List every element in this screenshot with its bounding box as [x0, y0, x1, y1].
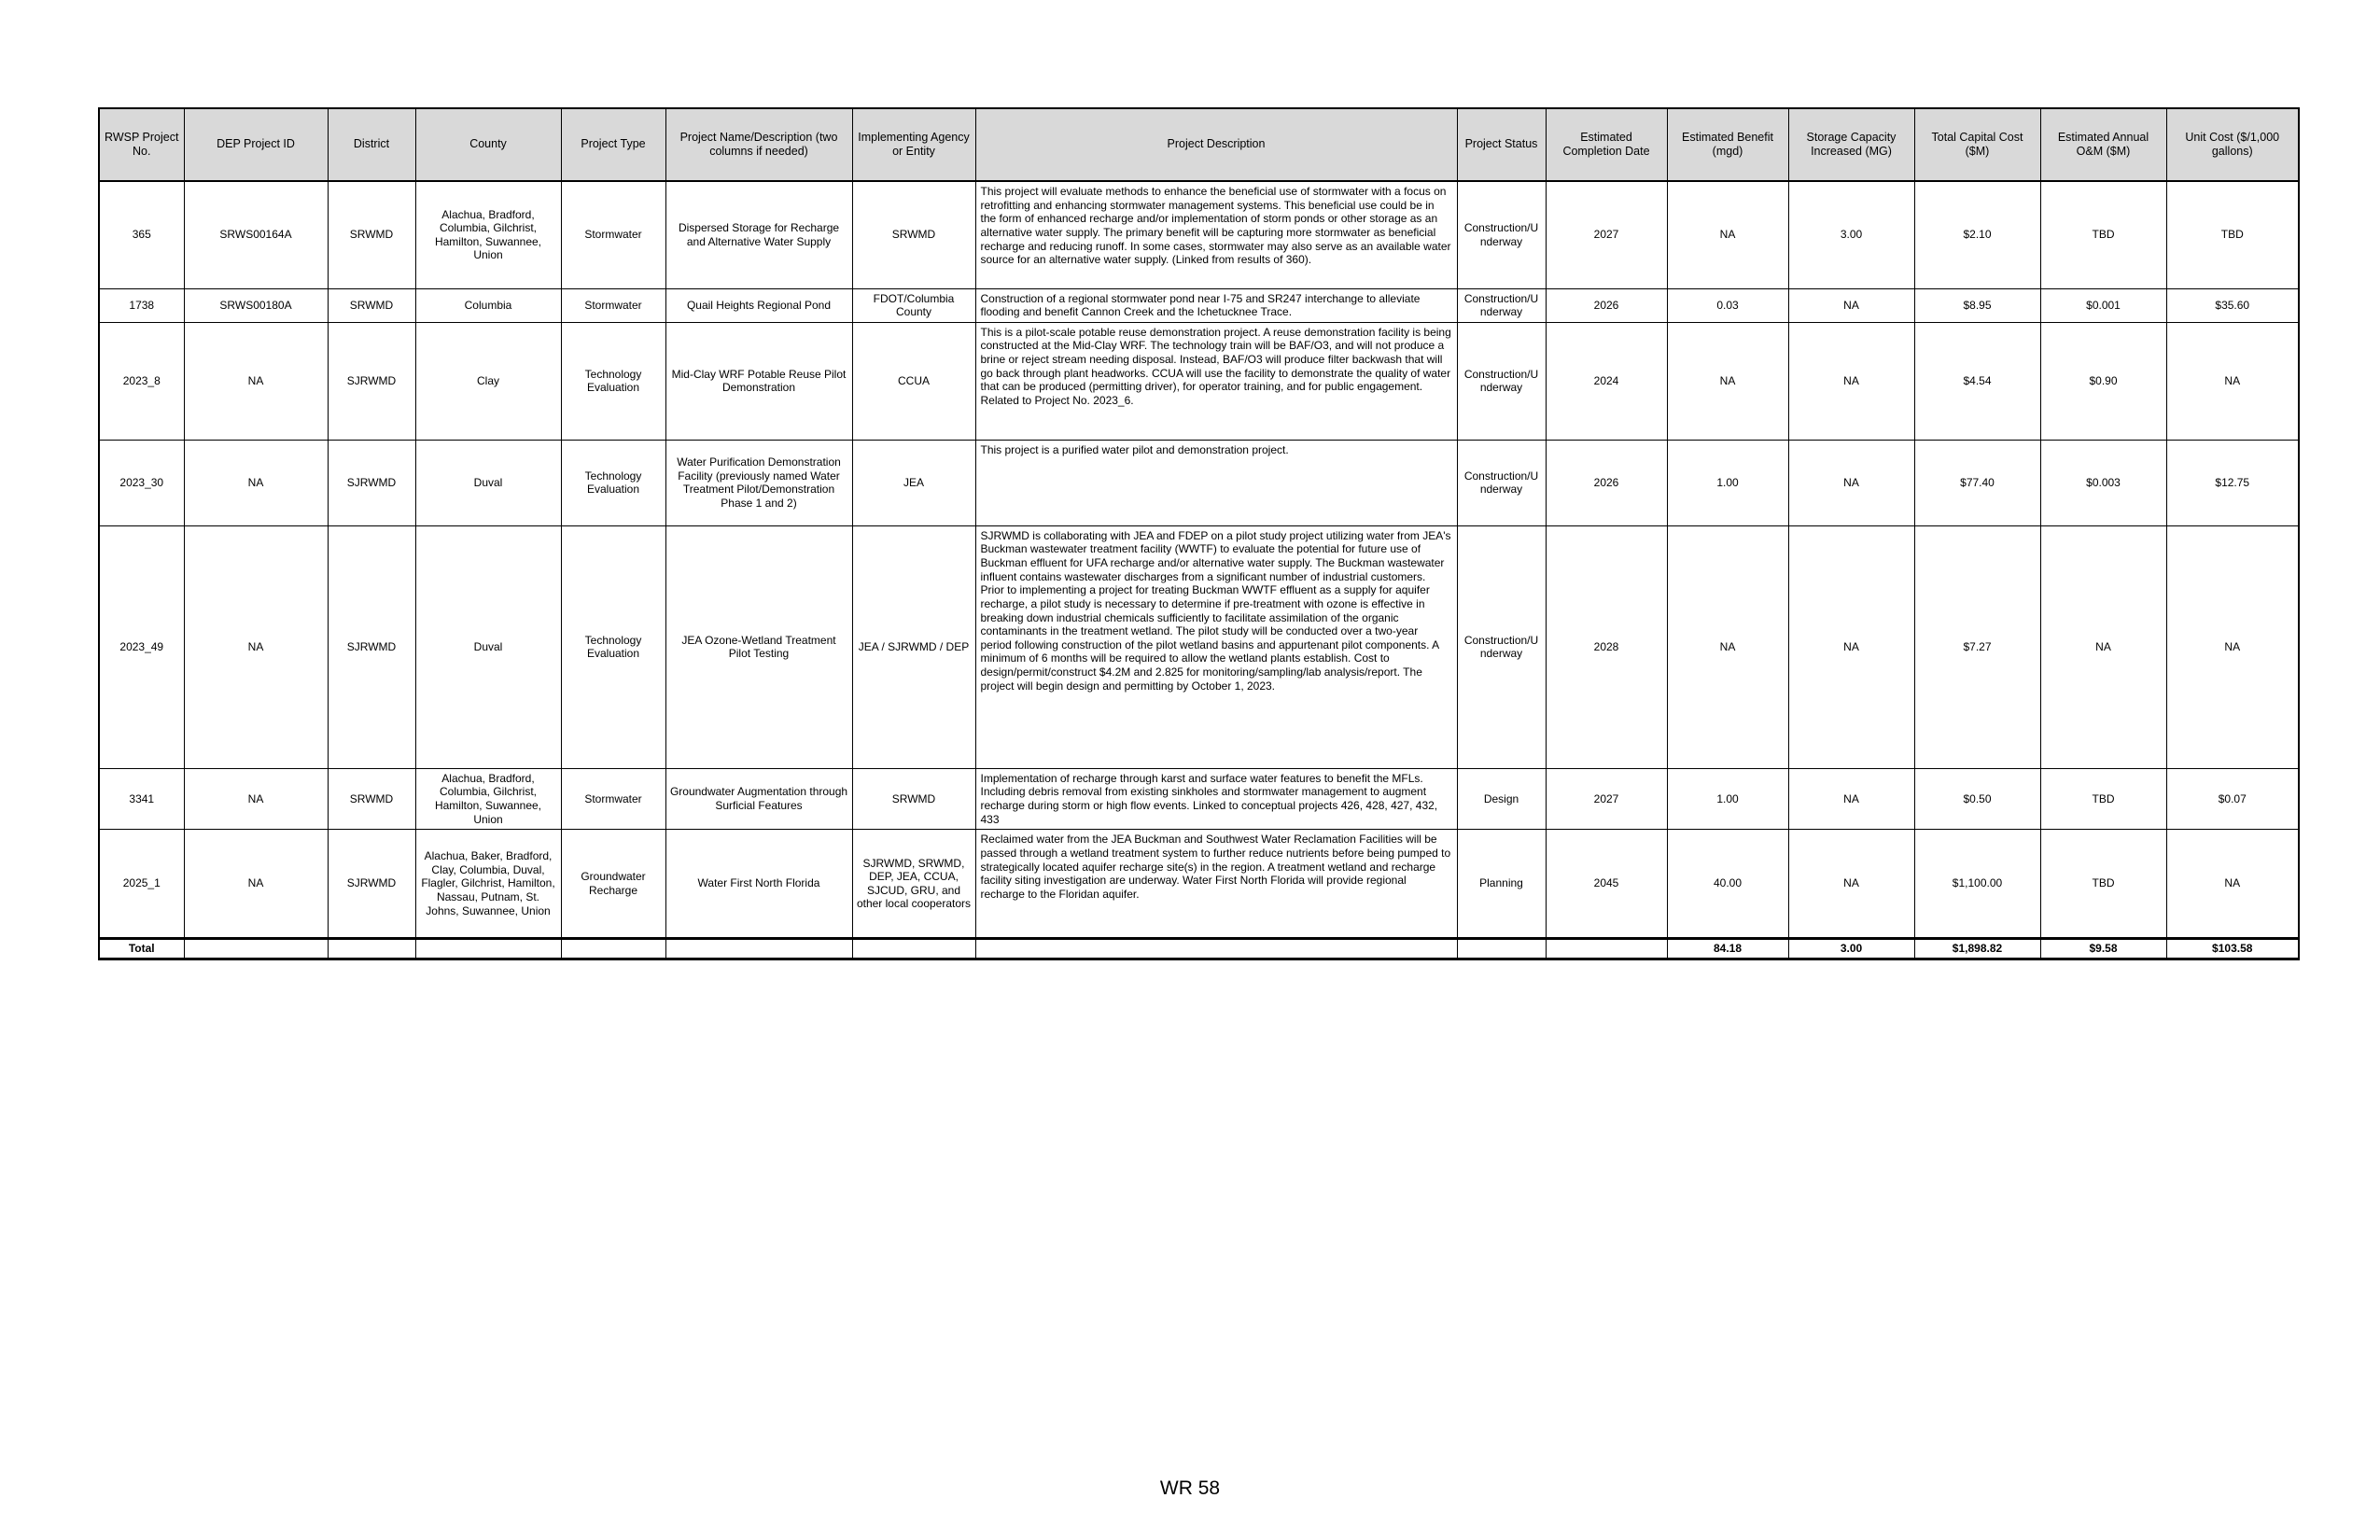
table-cell: Alachua, Bradford, Columbia, Gilchrist, Hamilton, Suwannee, Union — [415, 181, 561, 288]
table-cell: Stormwater — [561, 288, 665, 322]
table-cell: Duval — [415, 525, 561, 768]
total-cell — [665, 939, 852, 959]
table-cell: 2025_1 — [99, 830, 184, 939]
total-cell — [184, 939, 328, 959]
total-cell — [975, 939, 1457, 959]
table-cell: 2028 — [1546, 525, 1667, 768]
table-cell: FDOT/Columbia County — [852, 288, 975, 322]
table-cell: SJRWMD — [328, 830, 415, 939]
table-cell: 1.00 — [1667, 440, 1788, 525]
table-cell: NA — [1788, 830, 1914, 939]
table-cell: TBD — [2040, 830, 2166, 939]
table-cell: Planning — [1457, 830, 1546, 939]
table-cell: $1,100.00 — [1914, 830, 2040, 939]
table-cell: SRWMD — [328, 768, 415, 830]
table-cell: $12.75 — [2166, 440, 2299, 525]
table-cell: Design — [1457, 768, 1546, 830]
table-cell: Construction/Underway — [1457, 322, 1546, 440]
header-cell: Estimated Completion Date — [1546, 108, 1667, 181]
table-cell: 0.03 — [1667, 288, 1788, 322]
table-cell: NA — [1788, 440, 1914, 525]
header-cell: Total Capital Cost ($M) — [1914, 108, 2040, 181]
header-cell: District — [328, 108, 415, 181]
total-cell: 3.00 — [1788, 939, 1914, 959]
table-cell: Groundwater Augmentation through Surficial Features — [665, 768, 852, 830]
table-cell: 3341 — [99, 768, 184, 830]
table-cell: Implementation of recharge through karst and surface water features to benefit the MFLs. Including debris removal from existing sinkholes and stormwater management to augment recharge during storm or high flow events. Linked to conceptual projects 426, 428, 427, 432, 433 — [975, 768, 1457, 830]
table-row — [99, 322, 2299, 440]
table-row — [99, 440, 2299, 525]
table-cell: $0.003 — [2040, 440, 2166, 525]
table-cell: Technology Evaluation — [561, 322, 665, 440]
header-row — [99, 108, 2299, 181]
total-cell: $1,898.82 — [1914, 939, 2040, 959]
table-cell: JEA Ozone-Wetland Treatment Pilot Testing — [665, 525, 852, 768]
table-cell: 2027 — [1546, 181, 1667, 288]
table-cell: NA — [1788, 288, 1914, 322]
table-row — [99, 288, 2299, 322]
total-cell — [561, 939, 665, 959]
table-row — [99, 525, 2299, 768]
table-cell: 2023_30 — [99, 440, 184, 525]
table-cell: NA — [184, 768, 328, 830]
table-cell: 2023_8 — [99, 322, 184, 440]
table-cell: NA — [1788, 768, 1914, 830]
table-body — [99, 181, 2299, 959]
table-cell: SJRWMD — [328, 440, 415, 525]
table-row — [99, 181, 2299, 288]
table-cell: Construction/Underway — [1457, 181, 1546, 288]
table-cell: 1.00 — [1667, 768, 1788, 830]
table-cell: NA — [184, 322, 328, 440]
table-cell: Duval — [415, 440, 561, 525]
table-cell: NA — [1788, 525, 1914, 768]
total-cell — [852, 939, 975, 959]
table-cell: Dispersed Storage for Recharge and Alternative Water Supply — [665, 181, 852, 288]
table-cell: NA — [184, 525, 328, 768]
table-cell: $35.60 — [2166, 288, 2299, 322]
table-cell: SRWMD — [328, 181, 415, 288]
table-cell: SJRWMD is collaborating with JEA and FDEP on a pilot study project utilizing water from JEA's Buckman wastewater treatment facility (WWTF) to evaluate the potential for future use of Buckman effluent for UFA recharge and/or alternative water supply. The Buckman wastewater influent contains wastewater discharges from a significant number of industrial customers. Prior to implementing a project for treating Buckman WWTF effluent as a supply for aquifer recharge, a pilot study is necessary to determine if pre-treatment with ozone is effective in breaking down industrial chemicals sufficiently to facilitate assimilation of the organic contaminants in the treatment wetland. The pilot study will be conducted over a two-year period following construction of the pilot wetland basins and appurtenant pilot components. A minimum of 6 months will be required to allow the wetland plants establish. Cost to design/permit/construct $4.2M and 2.825 for monitoring/sampling/lab analysis/report. The project will begin design and permitting by October 1, 2023. — [975, 525, 1457, 768]
total-cell — [328, 939, 415, 959]
table-cell: $0.90 — [2040, 322, 2166, 440]
table-cell: SRWMD — [852, 181, 975, 288]
table-cell: NA — [1667, 525, 1788, 768]
table-cell: NA — [1788, 322, 1914, 440]
table-cell: Clay — [415, 322, 561, 440]
header-cell: Estimated Benefit (mgd) — [1667, 108, 1788, 181]
header-cell: Project Type — [561, 108, 665, 181]
table-cell: Construction/Underway — [1457, 288, 1546, 322]
table-cell: $7.27 — [1914, 525, 2040, 768]
table-cell: SRWMD — [328, 288, 415, 322]
total-cell: $103.58 — [2166, 939, 2299, 959]
table-cell: This project will evaluate methods to enhance the beneficial use of stormwater with a focus on retrofitting and enhancing stormwater management systems. This beneficial use could be in the form of enhanced recharge and/or implementation of storm ponds or other storage as an alternative water supply. The primary benefit will be capturing more stormwater as beneficial recharge and reducing runoff. In some cases, stormwater may also serve as an available water source for an alternative water supply. (Linked from results of 360). — [975, 181, 1457, 288]
table-cell: $4.54 — [1914, 322, 2040, 440]
table-cell: SRWS00180A — [184, 288, 328, 322]
table-cell: $0.50 — [1914, 768, 2040, 830]
table-cell: $77.40 — [1914, 440, 2040, 525]
table-cell: NA — [2040, 525, 2166, 768]
total-cell — [415, 939, 561, 959]
table-cell: JEA — [852, 440, 975, 525]
table-cell: 40.00 — [1667, 830, 1788, 939]
table-cell: NA — [184, 830, 328, 939]
table-cell: Technology Evaluation — [561, 525, 665, 768]
header-cell: Project Name/Description (two columns if needed) — [665, 108, 852, 181]
table-cell: NA — [1667, 181, 1788, 288]
header-cell: County — [415, 108, 561, 181]
table-cell: 2024 — [1546, 322, 1667, 440]
table-cell: This project is a purified water pilot and demonstration project. — [975, 440, 1457, 525]
total-cell: Total — [99, 939, 184, 959]
table-cell: Groundwater Recharge — [561, 830, 665, 939]
table-row — [99, 768, 2299, 830]
table-cell: Columbia — [415, 288, 561, 322]
table-cell: NA — [2166, 525, 2299, 768]
table-cell: SJRWMD, SRWMD, DEP, JEA, CCUA, SJCUD, GRU, and other local cooperators — [852, 830, 975, 939]
table-cell: TBD — [2040, 181, 2166, 288]
table-cell: $8.95 — [1914, 288, 2040, 322]
header-cell: Project Description — [975, 108, 1457, 181]
table-cell: Water First North Florida — [665, 830, 852, 939]
table-cell: Alachua, Bradford, Columbia, Gilchrist, Hamilton, Suwannee, Union — [415, 768, 561, 830]
total-row — [99, 939, 2299, 959]
table-cell: $0.07 — [2166, 768, 2299, 830]
table-cell: $2.10 — [1914, 181, 2040, 288]
header-cell: Estimated Annual O&M ($M) — [2040, 108, 2166, 181]
table-cell: Stormwater — [561, 768, 665, 830]
total-cell: $9.58 — [2040, 939, 2166, 959]
header-cell: Project Status — [1457, 108, 1546, 181]
table-cell: NA — [1667, 322, 1788, 440]
table-cell: 2045 — [1546, 830, 1667, 939]
table-cell: Water Purification Demonstration Facility (previously named Water Treatment Pilot/Demonstration Phase 1 and 2) — [665, 440, 852, 525]
table-cell: SRWS00164A — [184, 181, 328, 288]
table-cell: Technology Evaluation — [561, 440, 665, 525]
table-cell: Stormwater — [561, 181, 665, 288]
table-cell: 2026 — [1546, 288, 1667, 322]
table-cell: Construction/Underway — [1457, 525, 1546, 768]
table-cell: 1738 — [99, 288, 184, 322]
table-cell: JEA / SJRWMD / DEP — [852, 525, 975, 768]
table-cell: 2026 — [1546, 440, 1667, 525]
table-cell: Mid-Clay WRF Potable Reuse Pilot Demonstration — [665, 322, 852, 440]
table-cell: SJRWMD — [328, 525, 415, 768]
table-cell: NA — [2166, 322, 2299, 440]
table-cell: 365 — [99, 181, 184, 288]
header-cell: RWSP Project No. — [99, 108, 184, 181]
header-cell: Implementing Agency or Entity — [852, 108, 975, 181]
table-cell: SJRWMD — [328, 322, 415, 440]
table-cell: Alachua, Baker, Bradford, Clay, Columbia, Duval, Flagler, Gilchrist, Hamilton, Nassau, Putnam, St. Johns, Suwannee, Union — [415, 830, 561, 939]
total-cell: 84.18 — [1667, 939, 1788, 959]
table-row — [99, 830, 2299, 939]
total-cell — [1546, 939, 1667, 959]
table-cell: TBD — [2040, 768, 2166, 830]
table-cell: Reclaimed water from the JEA Buckman and Southwest Water Reclamation Facilities will be passed through a wetland treatment system to further reduce nutrients before being pumped to strategically located aquifer recharge site(s) in the region. A treatment wetland and recharge facility siting investigation are underway. Water First North Florida will provide regional recharge to the Floridan aquifer. — [975, 830, 1457, 939]
table-cell: SRWMD — [852, 768, 975, 830]
projects-table — [98, 107, 2300, 960]
header-cell: Unit Cost ($/1,000 gallons) — [2166, 108, 2299, 181]
projects-table-wrap — [98, 107, 2300, 960]
total-cell — [1457, 939, 1546, 959]
table-cell: Construction of a regional stormwater pond near I-75 and SR247 interchange to alleviate flooding and benefit Cannon Creek and the Ichetucknee Trace. — [975, 288, 1457, 322]
table-cell: CCUA — [852, 322, 975, 440]
table-cell: 2027 — [1546, 768, 1667, 830]
table-cell: 2023_49 — [99, 525, 184, 768]
table-cell: NA — [184, 440, 328, 525]
table-cell: NA — [2166, 830, 2299, 939]
table-cell: TBD — [2166, 181, 2299, 288]
table-cell: This is a pilot-scale potable reuse demonstration project. A reuse demonstration facility is being constructed at the Mid-Clay WRF. The technology train will be BAF/O3, and will not produce a brine or reject stream needing disposal. Instead, BAF/O3 will produce filter backwash that will go back through plant headworks. CCUA will use the facility to demonstrate the quality of water that can be produced (permitting driver), for operator training, and for public engagement. Related to Project No. 2023_6. — [975, 322, 1457, 440]
table-cell: Quail Heights Regional Pond — [665, 288, 852, 322]
table-cell: 3.00 — [1788, 181, 1914, 288]
page-number: WR 58 — [1159, 1477, 1221, 1499]
header-cell: Storage Capacity Increased (MG) — [1788, 108, 1914, 181]
table-cell: $0.001 — [2040, 288, 2166, 322]
table-cell: Construction/Underway — [1457, 440, 1546, 525]
header-cell: DEP Project ID — [184, 108, 328, 181]
